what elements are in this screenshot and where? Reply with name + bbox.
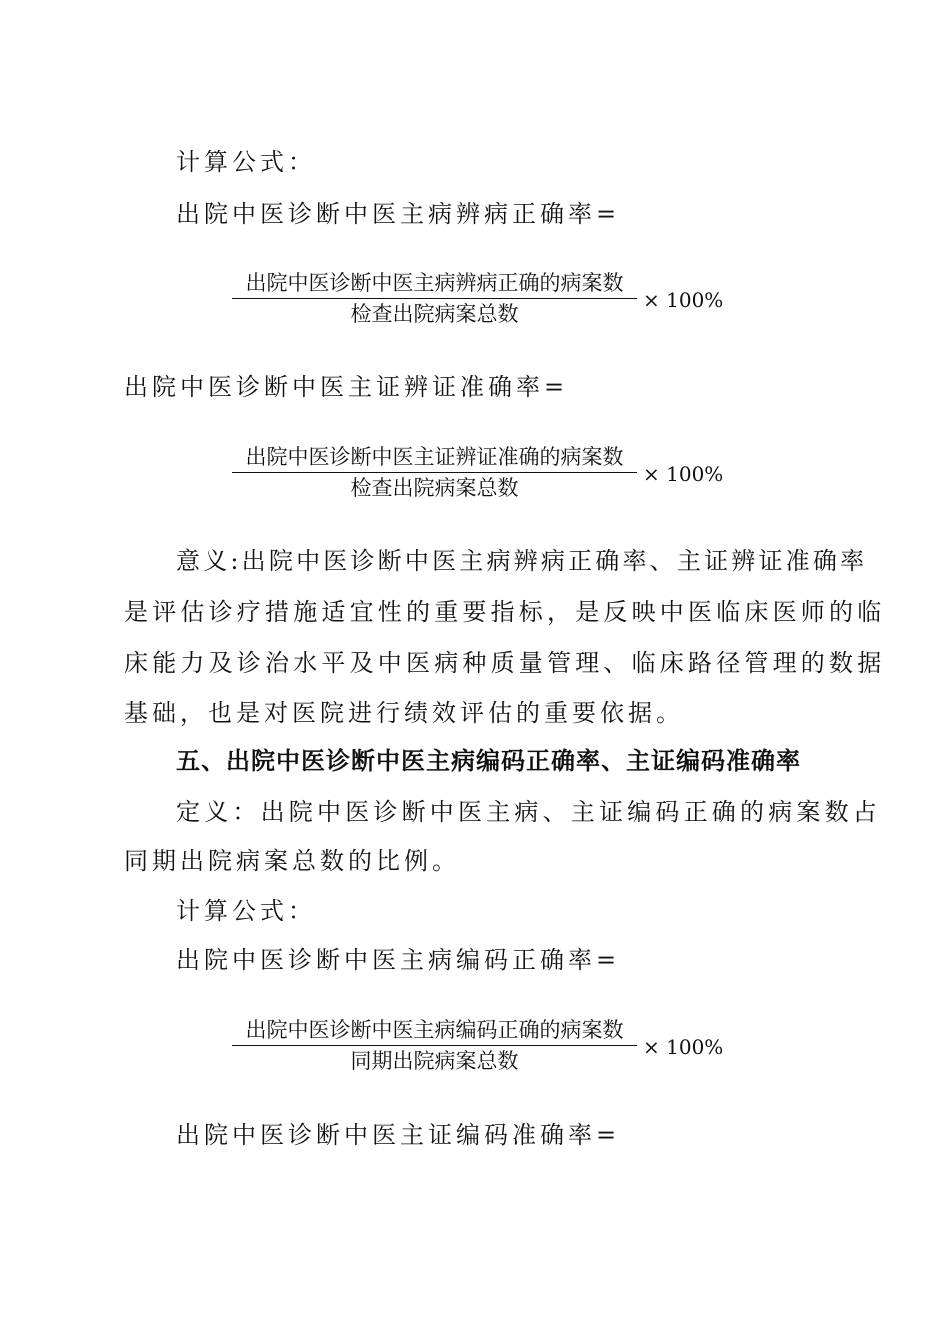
fraction-disease-coding <box>232 1015 637 1076</box>
definition-line-1: 定义：出院中医诊断中医主病、主证编码正确的病案数占 <box>176 798 881 826</box>
multiplier: × 100% <box>643 1035 724 1059</box>
definition-line-2: 同期出院病案总数的比例。 <box>124 847 460 875</box>
fraction-denominator: 检查出院病案总数 <box>350 302 519 326</box>
formula-label-syndrome-differentiation: 出院中医诊断中医主证辨证准确率= <box>124 373 569 401</box>
formula-label-syndrome-coding: 出院中医诊断中医主证编码准确率= <box>176 1121 621 1149</box>
formula-intro: 计算公式： <box>176 148 316 176</box>
fraction-denominator: 检查出院病案总数 <box>350 476 519 500</box>
fraction-syndrome-differentiation <box>232 442 637 503</box>
formula-intro: 计算公式： <box>176 897 316 925</box>
multiplier: × 100% <box>643 288 724 312</box>
fraction-numerator: 出院中医诊断中医主证辨证准确的病案数 <box>245 445 624 469</box>
meaning-line-4: 基础，也是对医院进行绩效评估的重要依据。 <box>124 699 684 727</box>
meaning-line-1: 意义:出院中医诊断中医主病辨病正确率、主证辨证准确率 <box>176 547 868 575</box>
section-heading-5: 五、出院中医诊断中医主病编码正确率、主证编码准确率 <box>176 747 801 775</box>
fraction-disease-diagnosis <box>232 268 637 329</box>
fraction-numerator: 出院中医诊断中医主病编码正确的病案数 <box>245 1018 624 1042</box>
fraction-numerator: 出院中医诊断中医主病辨病正确的病案数 <box>245 271 624 295</box>
multiplier: × 100% <box>643 462 724 486</box>
formula-label-disease-diagnosis: 出院中医诊断中医主病辨病正确率= <box>176 200 621 228</box>
meaning-line-3: 床能力及诊治水平及中医病种质量管理、临床路径管理的数据 <box>124 649 886 677</box>
meaning-line-2: 是评估诊疗措施适宜性的重要指标，是反映中医临床医师的临 <box>124 598 886 626</box>
formula-label-disease-coding: 出院中医诊断中医主病编码正确率= <box>176 946 621 974</box>
fraction-denominator: 同期出院病案总数 <box>350 1049 519 1073</box>
